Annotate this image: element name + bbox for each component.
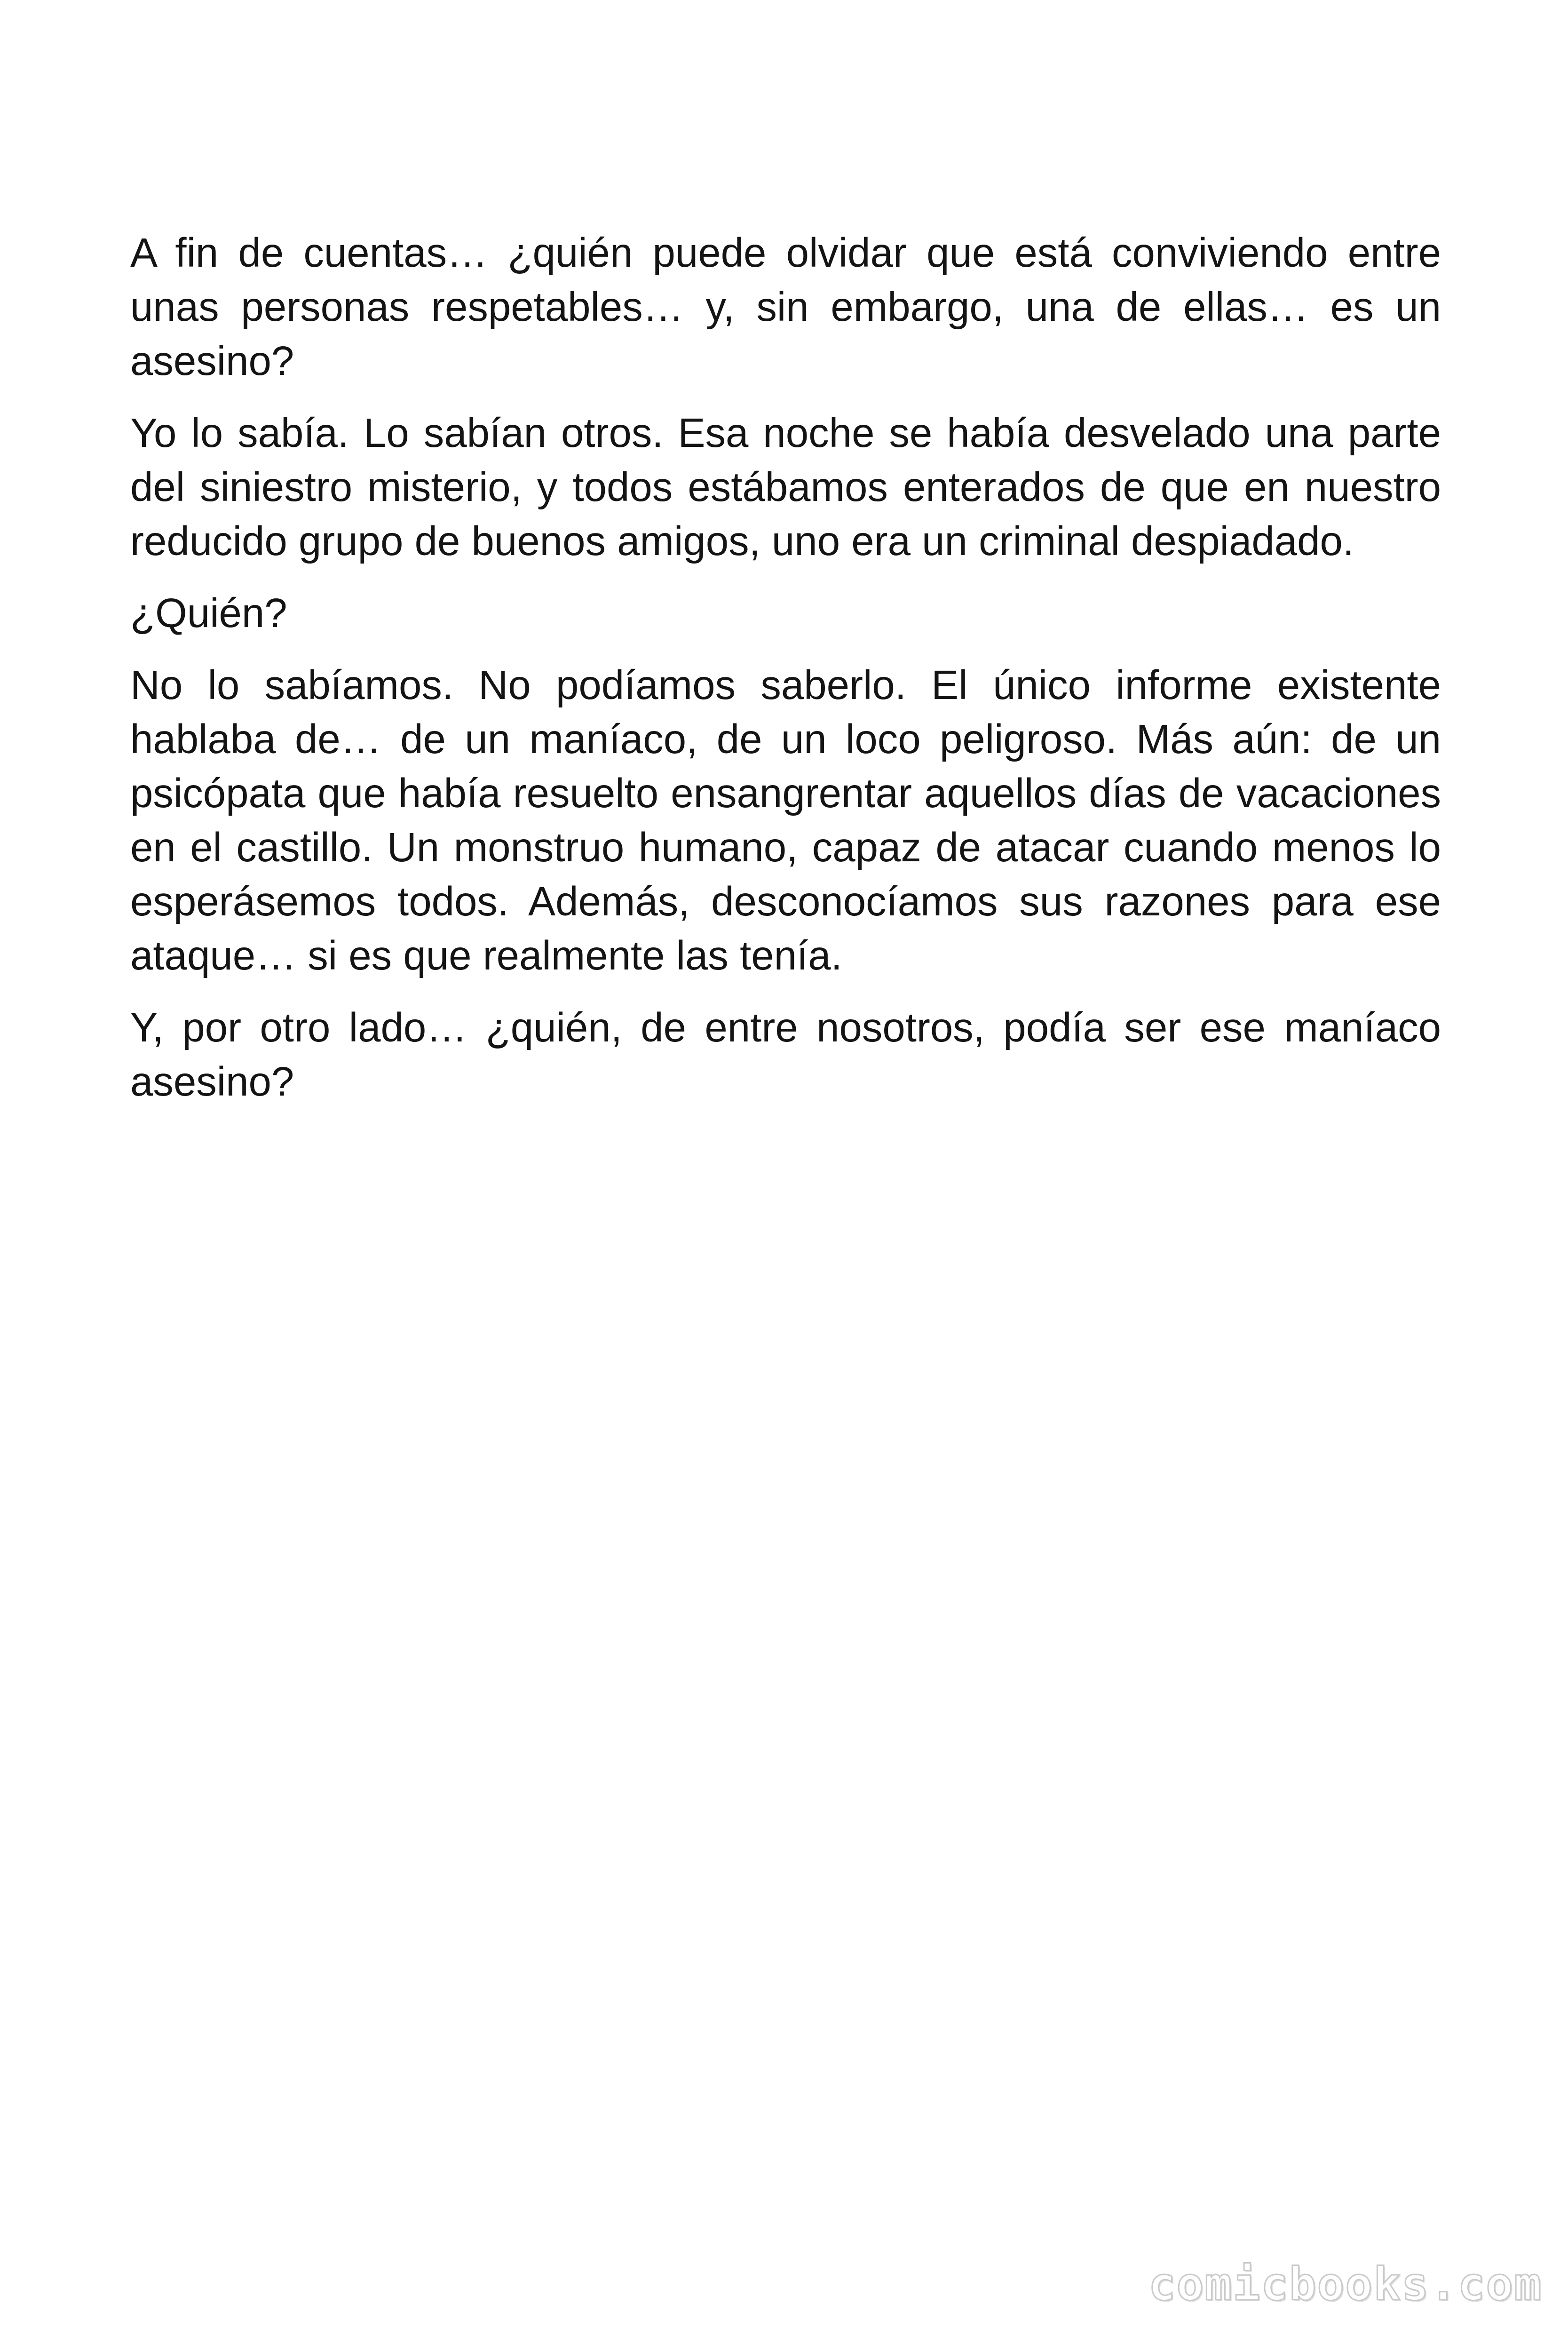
body-text [130,226,1441,1127]
paragraph-3: ¿Quién? [130,590,287,636]
paragraph-5: Y, por otro lado… ¿quién, de entre nosotros, podía ser ese maníaco asesino? [130,1005,1441,1104]
paragraph-1: A fin de cuentas… ¿quién puede olvidar que está conviviendo entre unas personas respetables… y, sin embargo, una de ellas… es un asesino? [130,230,1441,384]
paragraph-4: No lo sabíamos. No podíamos saberlo. El único informe existente hablaba de… de un maníaco, de un loco peligroso. Más aún: de un psicópata que había resuelto ensangrentar aquellos días de vacaciones en el castillo. Un monstruo humano, capaz de atacar cuando menos lo esperásemos todos. Además, desconocíamos sus razones para ese ataque… si es que realmente las tenía. [130,662,1441,978]
watermark-logo: comicbooks.com [1148,2258,1542,2311]
paragraph-2: Yo lo sabía. Lo sabían otros. Esa noche se había desvelado una parte del siniestro misterio, y todos estábamos enterados de que en nuestro reducido grupo de buenos amigos, uno era un criminal despiadado. [130,410,1441,564]
